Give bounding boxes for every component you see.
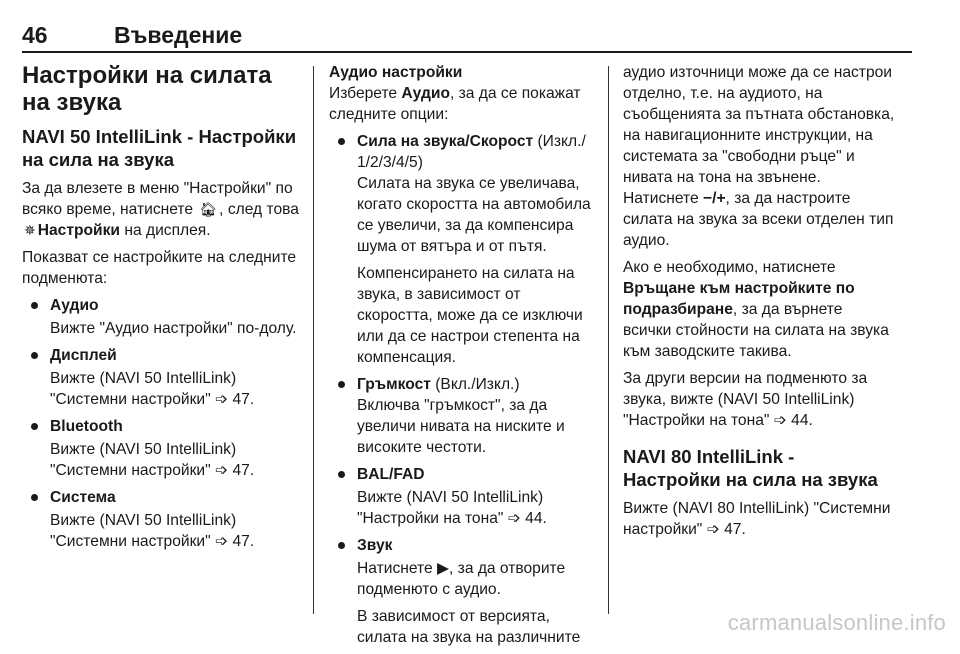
column-divider	[608, 66, 609, 614]
lead-paragraph: Показват се настройките на следните подменюта:	[22, 249, 297, 287]
gear-icon: ✵	[24, 222, 36, 238]
paragraph: Вижте (NAVI 80 IntelliLink) "Системни настройки" ➩ 47.	[623, 500, 891, 538]
page-ref-icon: ➩	[215, 533, 229, 550]
audio-intro: Изберете Аудио, за да се покажат следните опции:	[329, 85, 581, 123]
section-title: Въведение	[114, 22, 243, 48]
list-item: Сила на звука/Скорост (Изкл./ 1/2/3/4/5) Силата на звука се увеличава, когато скоростта на автомобила се увеличи, за да компенсира шума от вятъра и от пътя. Компенсирането на силата на звука, в зависимост от скоростта, може да се изключи или да се настрои степента на компенсация.	[329, 131, 597, 368]
subsection-title: NAVI 80 IntelliLink - Настройки на сила на звука	[623, 446, 878, 490]
page-ref-icon: ➩	[215, 391, 229, 408]
page-number: 46	[22, 22, 48, 48]
paragraph: Ако е необходимо, натиснете Връщане към настройките по подразбиране, за да върнете всички стойности на силата на звука към заводските такива.	[623, 259, 889, 360]
page-ref-icon: ➩	[507, 510, 521, 527]
page-title: Настройки на силата на звука	[22, 62, 272, 116]
page-header	[22, 0, 912, 50]
column-3	[623, 62, 895, 546]
page-ref-icon: ➩	[706, 521, 720, 538]
paragraph: За други версии на подменюто за звука, вижте (NAVI 50 IntelliLink) "Настройки на тона" ➩ 44.	[623, 370, 868, 429]
page-ref-icon: ➩	[215, 462, 229, 479]
settings-button-label: Настройки	[37, 222, 121, 239]
column-2	[329, 62, 597, 654]
list-item: Аудио Вижте "Аудио настройки" по-долу.	[22, 295, 302, 339]
intro-paragraph: За да влезете в меню "Настройки" по всяко време, натиснете 🏠︎ , след това ✵ Настройки на дисплея.	[22, 180, 299, 239]
audio-settings-heading: Аудио настройки	[329, 64, 463, 81]
list-item: Система Вижте (NAVI 50 IntelliLink) "Системни настройки" ➩ 47.	[22, 487, 302, 552]
column-divider	[313, 66, 314, 614]
list-item: Гръмкост (Вкл./Изкл.) Включва "гръмкост", за да увеличи нивата на ниските и високите честоти.	[329, 374, 597, 458]
list-item: Дисплей Вижте (NAVI 50 IntelliLink) "Системни настройки" ➩ 47.	[22, 345, 302, 410]
paragraph: аудио източници може да се настрои отделно, т.е. на аудиото, на съобщенията за пътната обстановка, на навигационните инструкции, на системата за "свободни ръце" и нивата на тона на звънене. Натиснете −/+, за да настроите силата на звука за всеки отделен тип аудио.	[623, 64, 895, 249]
page-ref-icon: ➩	[773, 412, 787, 429]
play-arrow-icon: ▶	[437, 560, 449, 577]
subsection-title: NAVI 50 IntelliLink - Настройки на сила на звука	[22, 126, 297, 170]
home-icon: 🏠︎	[199, 201, 218, 217]
column-1	[22, 62, 302, 558]
list-item: Bluetooth Вижте (NAVI 50 IntelliLink) "Системни настройки" ➩ 47.	[22, 416, 302, 481]
list-item: BAL/FAD Вижте (NAVI 50 IntelliLink) "Настройки на тона" ➩ 44.	[329, 464, 597, 529]
watermark: carmanualsonline.info	[727, 610, 946, 635]
header-rule	[22, 51, 912, 53]
minus-plus-icon: −/+	[703, 190, 726, 207]
list-item: Звук Натиснете ▶, за да отворите подменюто с аудио. В зависимост от версията, силата на звука на различните	[329, 535, 597, 648]
